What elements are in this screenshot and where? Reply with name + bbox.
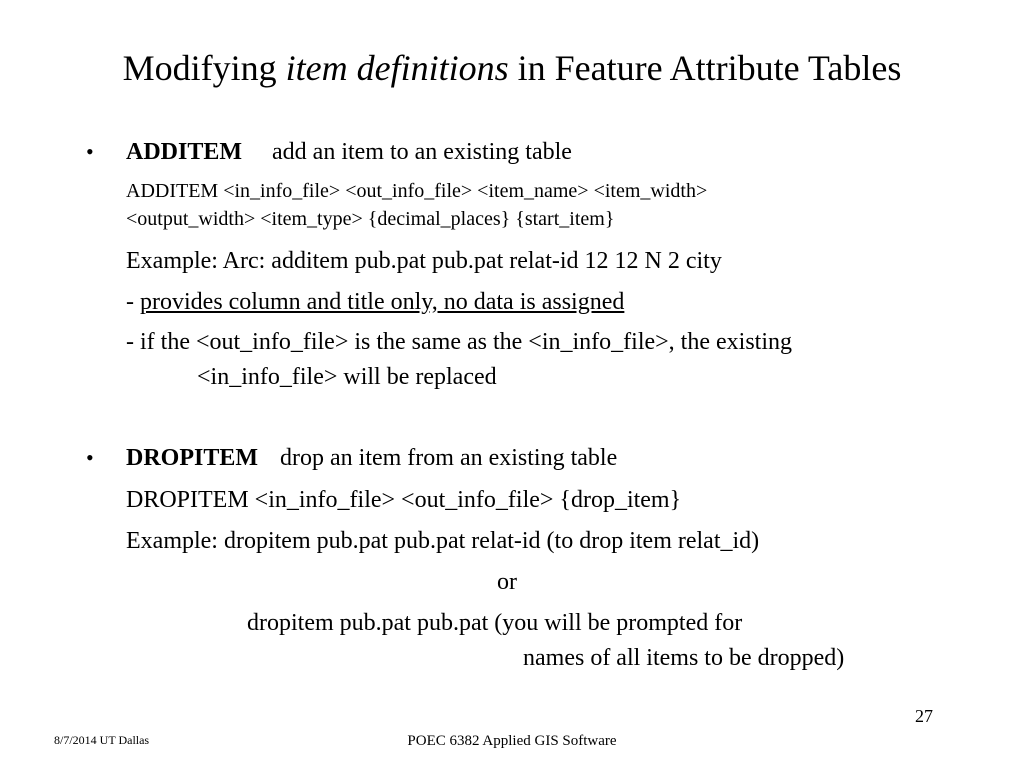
additem-heading [126, 136, 572, 168]
additem-note2-line1: - if the <out_info_file> is the same as the <in_info_file>, the existing [126, 329, 792, 355]
bullet-marker: • [86, 445, 94, 470]
footer-course: POEC 6382 Applied GIS Software [407, 733, 617, 749]
slide-title [0, 44, 1024, 92]
bullet-marker: • [86, 139, 94, 164]
additem-description: add an item to an existing table [272, 139, 572, 165]
additem-note2-line2: <in_info_file> will be replaced [197, 364, 497, 390]
additem-note1-dash: - [126, 289, 140, 315]
additem-note1 [126, 286, 624, 318]
title-suffix: in Feature Attribute Tables [508, 48, 902, 88]
additem-syntax-line2: <output_width> <item_type> {decimal_places} {start_item} [126, 208, 615, 230]
additem-note1-text: provides column and title only, no data is assigned [140, 289, 625, 315]
dropitem-or: or [497, 569, 517, 595]
dropitem-example: Example: dropitem pub.pat pub.pat relat-id (to drop item relat_id) [126, 528, 760, 554]
dropitem-heading [126, 442, 617, 474]
additem-keyword: ADDITEM [126, 139, 243, 165]
title-prefix: Modifying [122, 48, 286, 88]
slide-number: 27 [915, 706, 933, 726]
additem-example: Example: Arc: additem pub.pat pub.pat relat-id 12 12 N 2 city [126, 248, 722, 274]
additem-syntax-line1: ADDITEM <in_info_file> <out_info_file> <item_name> <item_width> [126, 180, 708, 202]
dropitem-keyword: DROPITEM [126, 445, 258, 471]
title-italic: item definitions [285, 48, 509, 88]
dropitem-syntax: DROPITEM <in_info_file> <out_info_file> {drop_item} [126, 487, 682, 513]
dropitem-alt-line2: names of all items to be dropped) [523, 645, 845, 671]
dropitem-description: drop an item from an existing table [280, 445, 618, 471]
footer-date: 8/7/2014 UT Dallas [54, 733, 150, 747]
dropitem-alt-line1: dropitem pub.pat pub.pat (you will be prompted for [247, 610, 743, 636]
